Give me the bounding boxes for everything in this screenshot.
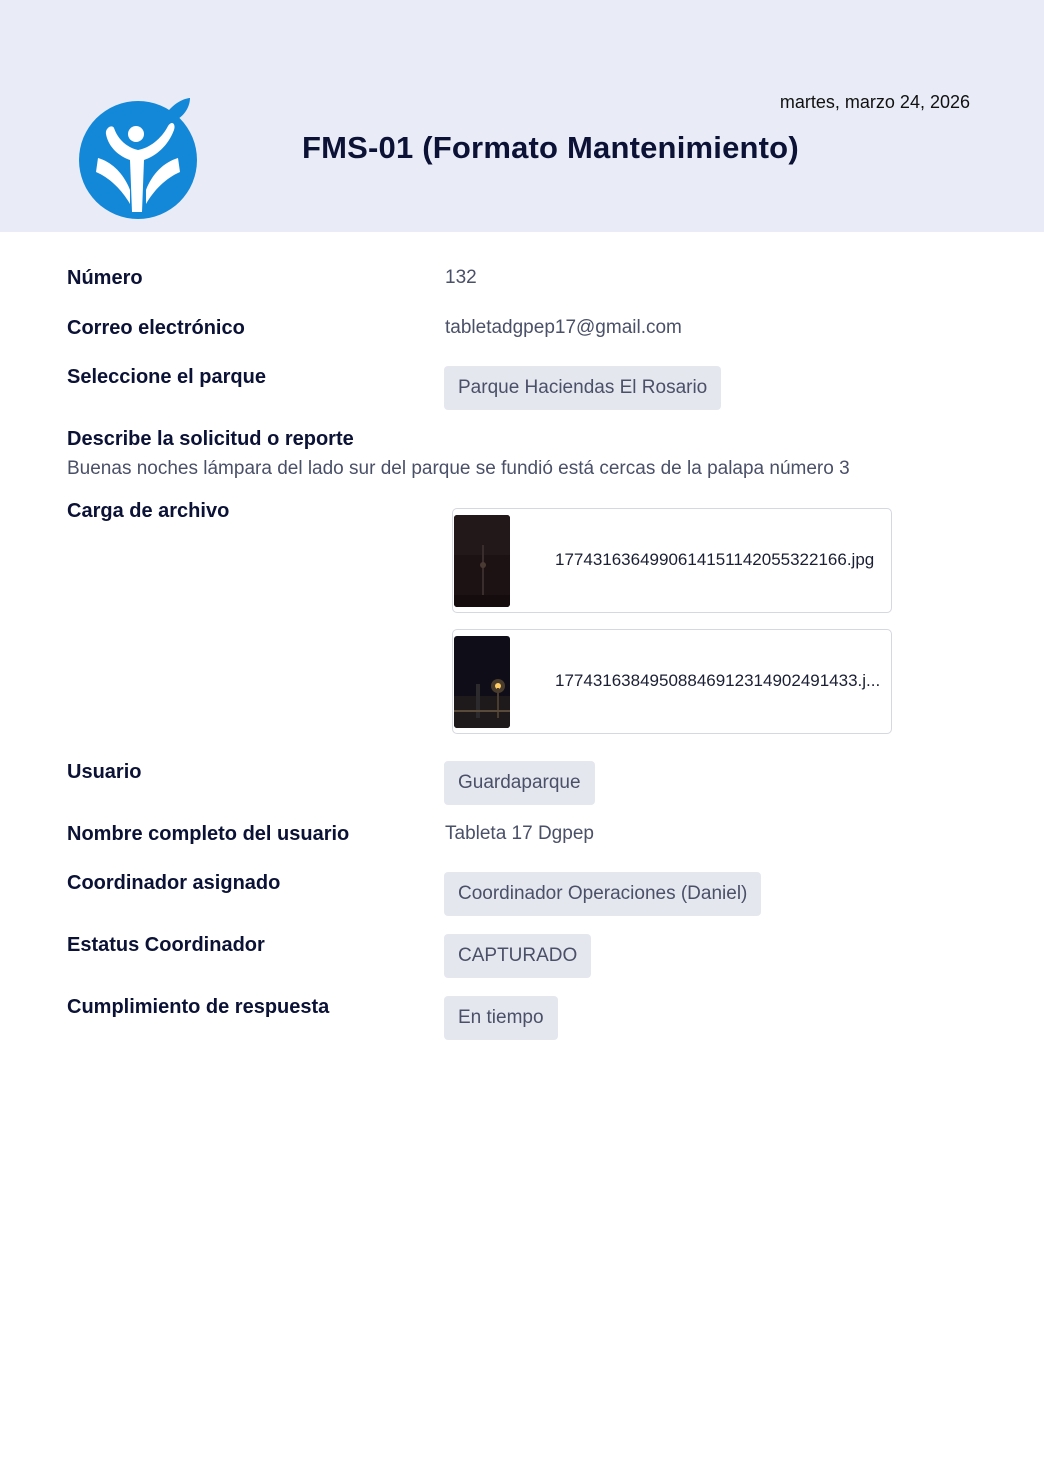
- parque-label: Seleccione el parque: [67, 366, 266, 388]
- numero-value: 132: [445, 267, 477, 288]
- file-attachment-1[interactable]: [452, 508, 892, 613]
- carga-label: Carga de archivo: [67, 500, 230, 522]
- nombre-value: Tableta 17 Dgpep: [445, 823, 594, 844]
- coordinador-label: Coordinador asignado: [67, 872, 281, 894]
- report-header: [0, 0, 1044, 232]
- estatus-value-badge: CAPTURADO: [444, 934, 591, 978]
- correo-value: tabletadgpep17@gmail.com: [445, 317, 682, 338]
- file-name-1: 17743163649906141511420553221​66.jpg: [555, 550, 875, 569]
- photo-thumbnail-icon: [454, 515, 510, 607]
- report-date: martes, marzo 24, 2026: [779, 92, 970, 112]
- cumplimiento-value-badge: En tiempo: [444, 996, 558, 1040]
- usuario-label: Usuario: [67, 761, 142, 783]
- page-title: FMS-01 (Formato Mantenimiento): [302, 130, 799, 165]
- sprout-person-logo-icon: [78, 96, 200, 220]
- nombre-label: Nombre completo del usuario: [67, 823, 350, 845]
- photo-thumbnail-icon: [454, 636, 510, 728]
- estatus-label: Estatus Coordinador: [67, 934, 265, 956]
- describe-label: Describe la solicitud o reporte: [67, 428, 354, 450]
- cumplimiento-label: Cumplimiento de respuesta: [67, 996, 330, 1018]
- numero-label: Número: [67, 267, 143, 289]
- file-attachment-2[interactable]: [452, 629, 892, 734]
- describe-value: Buenas noches lámpara del lado sur del parque se fundió está cercas de la palapa número 3: [67, 458, 850, 479]
- coordinador-value-badge: Coordinador Operaciones (Daniel): [444, 872, 761, 916]
- parque-value-badge: Parque Haciendas El Rosario: [444, 366, 721, 410]
- file-name-2: 17743163849508846912314902491433.j...: [555, 671, 881, 690]
- correo-label: Correo electrónico: [67, 317, 245, 339]
- usuario-value-badge: Guardaparque: [444, 761, 595, 805]
